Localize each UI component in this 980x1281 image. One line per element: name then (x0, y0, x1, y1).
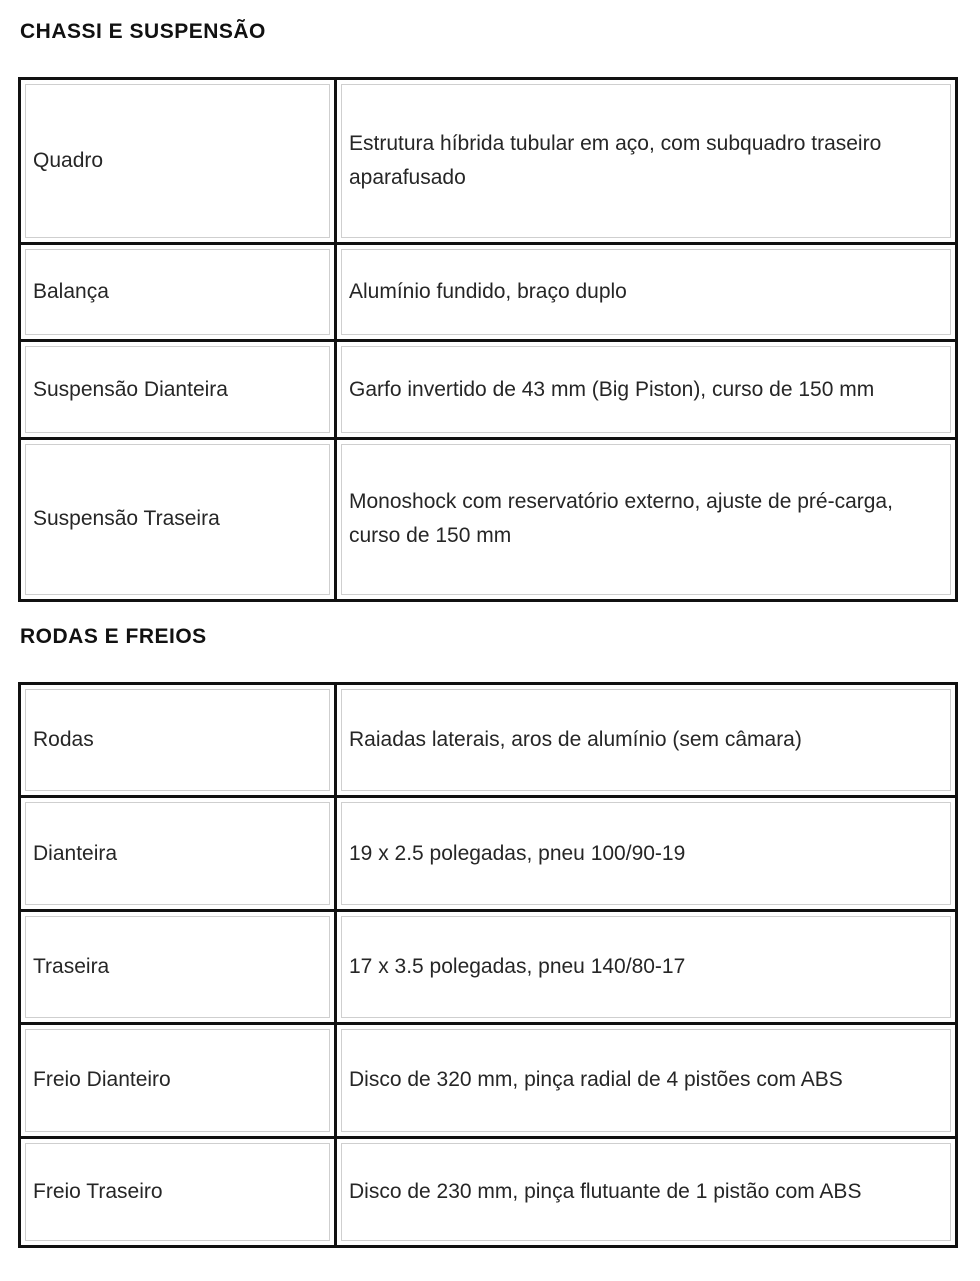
table-row (21, 798, 955, 911)
spec-label: Quadro (21, 80, 337, 245)
spec-label: Rodas (21, 685, 337, 798)
table-row (21, 1139, 955, 1246)
spec-value: Estrutura híbrida tubular em aço, com subquadro traseiro aparafusado (337, 80, 955, 245)
table-row (21, 80, 955, 245)
spec-label: Freio Dianteiro (21, 1025, 337, 1138)
spec-value: Monoshock com reservatório externo, ajuste de pré-carga, curso de 150 mm (337, 440, 955, 599)
spec-label: Dianteira (21, 798, 337, 911)
spec-label: Freio Traseiro (21, 1139, 337, 1246)
table-row (21, 342, 955, 439)
spec-value: Disco de 230 mm, pinça flutuante de 1 pistão com ABS (337, 1139, 955, 1246)
table-row (21, 245, 955, 342)
spec-label: Suspensão Traseira (21, 440, 337, 599)
spec-value: 17 x 3.5 polegadas, pneu 140/80-17 (337, 912, 955, 1025)
spec-label: Traseira (21, 912, 337, 1025)
spec-value: Raiadas laterais, aros de alumínio (sem câmara) (337, 685, 955, 798)
table-row (21, 912, 955, 1025)
spec-table-chassi-suspensao (18, 77, 958, 602)
table-row (21, 1025, 955, 1138)
spec-value: Alumínio fundido, braço duplo (337, 245, 955, 342)
spec-value: Disco de 320 mm, pinça radial de 4 pistões com ABS (337, 1025, 955, 1138)
table-row (21, 440, 955, 599)
section-title-rodas-freios: RODAS E FREIOS (20, 625, 207, 648)
spec-value: 19 x 2.5 polegadas, pneu 100/90-19 (337, 798, 955, 911)
section-title-chassi-suspensao: CHASSI E SUSPENSÃO (20, 20, 266, 43)
table-row (21, 685, 955, 798)
spec-table-rodas-freios (18, 682, 958, 1248)
spec-label: Suspensão Dianteira (21, 342, 337, 439)
spec-value: Garfo invertido de 43 mm (Big Piston), curso de 150 mm (337, 342, 955, 439)
spec-label: Balança (21, 245, 337, 342)
